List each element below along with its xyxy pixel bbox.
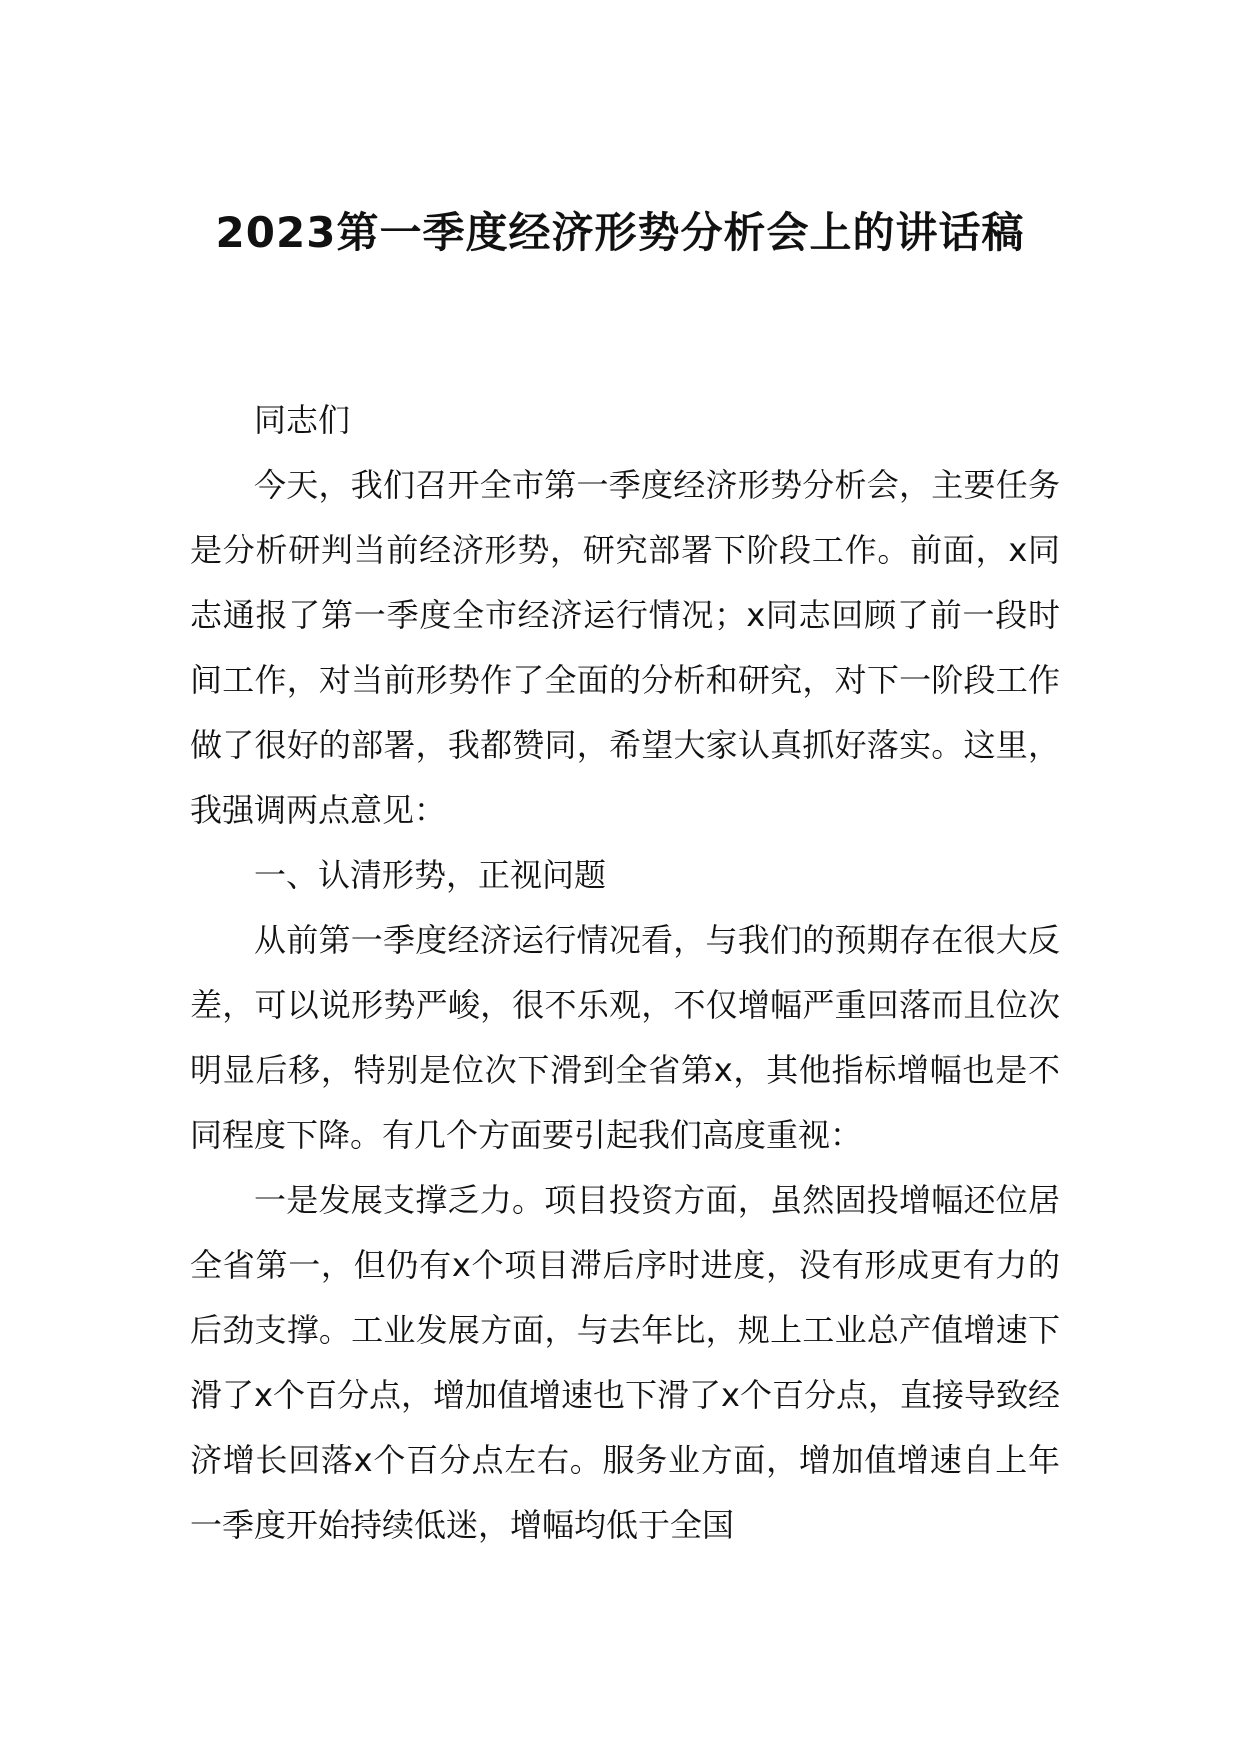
intro-paragraph: 今天，我们召开全市第一季度经济形势分析会，主要任务是分析研判当前经济形势，研究部署下阶段工作。前面，x同志通报了第一季度全市经济运行情况；x同志回顾了前一段时间工作，对当前形势作了全面的分析和研究，对下一阶段工作做了很好的部署，我都赞同，希望大家认真抓好落实。这里，我强调两点意见： [190,466,1060,829]
situation-paragraph: 从前第一季度经济运行情况看，与我们的预期存在很大反差，可以说形势严峻，很不乐观，不仅增幅严重回落而且位次明显后移，特别是位次下滑到全省第x，其他指标增幅也是不同程度下降。有几个方面要引起我们高度重视： [190,921,1060,1154]
document-body [190,388,1060,1558]
section-heading: 一、认清形势，正视问题 [254,856,607,894]
point-one-paragraph: 一是发展支撑乏力。项目投资方面，虽然固投增幅还位居全省第一，但仍有x个项目滞后序时进度，没有形成更有力的后劲支撑。工业发展方面，与去年比，规上工业总产值增速下滑了x个百分点，增加值增速也下滑了x个百分点，直接导致经济增长回落x个百分点左右。服务业方面，增加值增速自上年一季度开始持续低迷，增幅均低于全国 [190,1181,1060,1544]
salutation-paragraph: 同志们 [254,401,351,439]
document-title: 2023第一季度经济形势分析会上的讲话稿 [215,208,1025,257]
